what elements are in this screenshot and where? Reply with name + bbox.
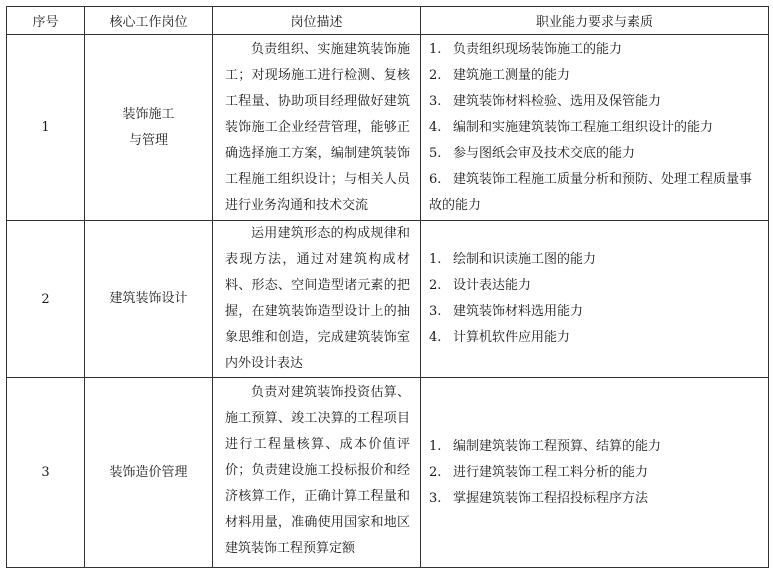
list-item: [429, 325, 758, 351]
post-name: 建筑装饰设计: [85, 221, 213, 378]
list-item: [429, 299, 758, 325]
list-item-number: 6.: [429, 171, 442, 187]
header-requirements: 职业能力要求与素质: [421, 7, 769, 35]
post-description-text: 运用建筑形态的构成规律和表现方法，通过对建筑构成材料、形态、空间造型诸元素的把握，在建筑装饰造型设计上的抽象思维和创造，完成建筑装饰室内外设计表达: [225, 226, 410, 371]
list-item-text: 建筑施工测量的能力: [453, 67, 571, 83]
requirements-list: [421, 378, 769, 568]
list-item-number: 5.: [429, 145, 442, 161]
list-item: [429, 167, 758, 219]
header-post: 核心工作岗位: [85, 7, 213, 35]
table-row: [7, 35, 769, 221]
post-description: [213, 378, 421, 568]
post-name-line: 与管理: [128, 132, 168, 148]
list-item-text: 建筑装饰工程施工质量分析和预防、处理工程质量事故的能力: [429, 171, 753, 213]
list-item-text: 编制建筑装饰工程预算、结算的能力: [453, 438, 662, 454]
list-item-number: 1.: [429, 41, 442, 57]
list-item: [429, 63, 758, 89]
header-row: [7, 7, 769, 35]
list-item-text: 参与图纸会审及技术交底的能力: [453, 145, 636, 161]
list-item-text: 进行建筑装饰工程工料分析的能力: [453, 464, 649, 480]
header-description: 岗位描述: [213, 7, 421, 35]
list-item-text: 负责组织现场装饰施工的能力: [453, 41, 623, 57]
list-item: [429, 247, 758, 273]
list-item-text: 绘制和识读施工图的能力: [453, 252, 597, 267]
job-requirements-table: [6, 6, 769, 568]
list-item-text: 计算机软件应用能力: [453, 330, 571, 345]
post-description-text: 负责组织、实施建筑装饰施工；对现场施工进行检测、复核工程量、协助项目经理做好建筑装饰施工企业经营管理，能够正确选择施工方案，编制建筑装饰工程施工组织设计；与相关人员进行业务沟通和技术交流: [225, 41, 410, 213]
list-item-number: 3.: [429, 490, 442, 506]
post-name-line: 装饰施工: [122, 106, 175, 122]
requirements-list: [421, 35, 769, 221]
list-item-text: 建筑装饰材料检验、选用及保管能力: [453, 93, 662, 109]
list-item-text: 建筑装饰材料选用能力: [453, 304, 584, 319]
list-item-text: 设计表达能力: [453, 278, 532, 293]
post-name: [85, 35, 213, 221]
list-item: [429, 89, 758, 115]
row-number: 3: [7, 378, 85, 568]
table-row: [7, 378, 769, 568]
list-item: [429, 434, 758, 460]
list-item: [429, 460, 758, 486]
list-item: [429, 273, 758, 299]
post-description: [213, 221, 421, 378]
row-number: 2: [7, 221, 85, 378]
list-item-number: 1.: [429, 438, 442, 454]
list-item-number: 1.: [429, 252, 442, 267]
list-item-number: 4.: [429, 119, 442, 135]
requirements-list: [421, 221, 769, 378]
list-item: [429, 486, 758, 512]
post-description-text: 负责对建筑装饰投资估算、施工预算、竣工决算的工程项目进行工程量核算、成本价值评价；负责建设施工投标报价和经济核算工作，正确计算工程量和材料用量，准确使用国家和地区建筑装饰工程预算定额: [225, 384, 410, 556]
table-row: [7, 221, 769, 378]
list-item-number: 3.: [429, 304, 442, 319]
list-item: [429, 37, 758, 63]
list-item: [429, 141, 758, 167]
row-number: 1: [7, 35, 85, 221]
list-item-number: 3.: [429, 93, 442, 109]
list-item-text: 编制和实施建筑装饰工程施工组织设计的能力: [453, 119, 714, 135]
list-item-number: 2.: [429, 278, 442, 293]
header-no: 序号: [7, 7, 85, 35]
post-name: 装饰造价管理: [85, 378, 213, 568]
list-item: [429, 115, 758, 141]
list-item-number: 4.: [429, 330, 442, 345]
post-description: [213, 35, 421, 221]
list-item-number: 2.: [429, 67, 442, 83]
list-item-text: 掌握建筑装饰工程招投标程序方法: [453, 490, 649, 506]
list-item-number: 2.: [429, 464, 442, 480]
